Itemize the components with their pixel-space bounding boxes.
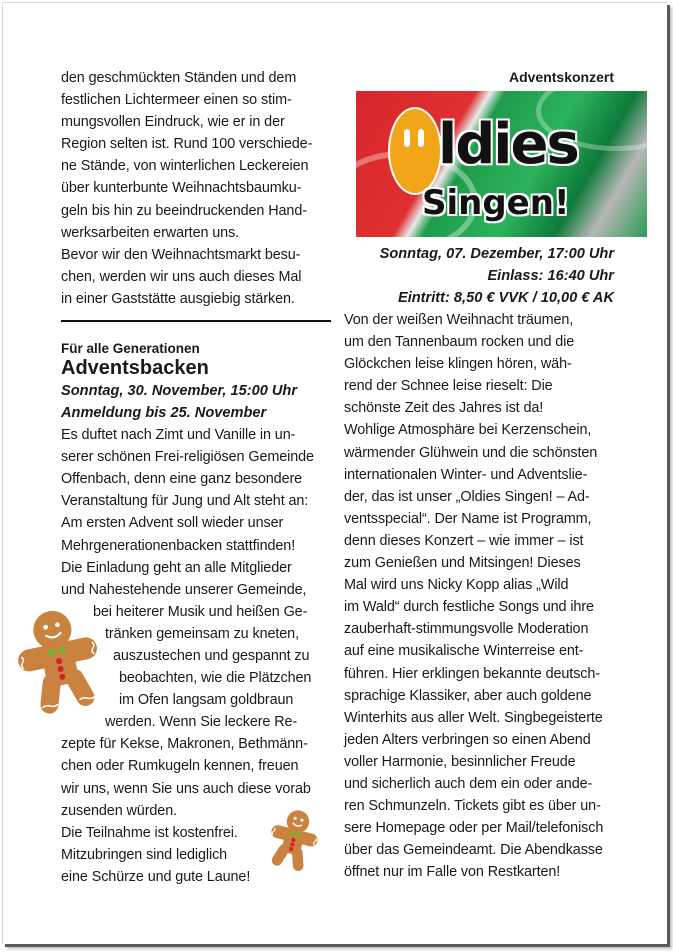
text-line: den geschmückten Ständen und dem: [61, 70, 297, 86]
oldies-singen-banner-image: [356, 91, 647, 237]
body-paragraph: [61, 424, 331, 601]
cookie-leg-left: [40, 673, 62, 715]
text-line: internationalen Winter- und Adventslie-: [344, 466, 588, 483]
text-line: auf eine musikalische Winterreise ent-: [344, 643, 584, 660]
text-line: eine Schürze und gute Laune!: [61, 868, 251, 885]
text-line: chen oder Rumkugeln kennen, freuen: [61, 758, 299, 775]
text-line: um den Tannenbaum rocken und die: [344, 334, 575, 351]
text-line: Mitzubringen sind lediglich: [61, 846, 228, 863]
text-line: über das Gemeindeamt. Die Abendkasse: [344, 842, 603, 859]
text-line: Mal wird uns Nicky Kopp alias „Wild: [344, 577, 569, 594]
text-line: Region selten ist. Rund 100 verschiede-: [61, 136, 313, 153]
banner-word-singen: Singen!: [422, 183, 570, 223]
text-line: jeden Alters verbringen so einen Abend: [344, 731, 591, 748]
right-column: [344, 67, 614, 883]
text-line: Offenbach, denn eine ganz besondere: [61, 471, 303, 488]
text-line: Die Teilnahme ist kostenfrei.: [61, 824, 238, 841]
smiley-o-letter: [388, 107, 442, 195]
text-line: Bevor wir den Weihnachtsmarkt besu-: [61, 246, 301, 263]
text-line: ne Stände, von winterlichen Leckereien: [61, 158, 309, 175]
text-line: zum Genießen und Mitsingen! Dieses: [344, 555, 581, 572]
text-line: wir uns, wenn Sie uns auch diese vorab: [61, 780, 311, 797]
text-line: über kunterbunte Weihnachtsbaumku-: [61, 180, 302, 197]
text-line: chen, werden wir uns auch dieses Mal: [61, 268, 302, 285]
text-line: rend der Schnee leise rieselt: Die: [344, 378, 553, 395]
section-divider: [61, 320, 331, 322]
concert-admission: Einlass: 16:40 Uhr: [487, 268, 614, 284]
text-line: ren Schmunzeln. Tickets gibt es über un-: [344, 798, 601, 815]
text-line: Von der weißen Weihnacht träumen,: [344, 312, 574, 328]
text-line: ventsspecial“. Der Name ist Programm,: [344, 510, 592, 527]
concert-heading: Adventskonzert: [508, 69, 614, 85]
intro-paragraph: [61, 67, 331, 310]
text-line: Glöckchen leise klingen hören, wäh-: [344, 356, 572, 373]
text-line: denn dieses Konzert – wie immer – ist: [344, 532, 584, 549]
gingerbread-man-icon: [11, 605, 109, 717]
text-line: wärmender Glühwein und die schönsten: [344, 444, 598, 461]
section-kicker: Für alle Generationen: [61, 341, 200, 357]
text-line: auszustechen und gespannt zu: [113, 647, 310, 664]
text-line: zepte für Kekse, Makronen, Bethmänn-: [61, 736, 308, 753]
section-title: Adventsbacken: [61, 357, 209, 380]
event-date: Sonntag, 30. November, 15:00 Uhr: [61, 383, 298, 400]
concert-date: Sonntag, 07. Dezember, 17:00 Uhr: [379, 246, 614, 262]
text-line: bei heiterer Musik und heißen Ge-: [93, 603, 308, 620]
text-line: serer schönen Frei-religiösen Gemeinde: [61, 449, 314, 466]
text-line: Veranstaltung für Jung und Alt steht an:: [61, 493, 309, 510]
text-line: Es duftet nach Zimt und Vanille in un-: [61, 427, 296, 444]
text-line: führen. Hier erklingen bekannte deutsch-: [344, 665, 600, 682]
closing-paragraph: [61, 822, 257, 888]
text-line: werksarbeiten erwarten uns.: [61, 224, 240, 241]
text-line: festlichen Lichtermeer einen so stim-: [61, 92, 292, 109]
text-line: Winterhits aus aller Welt. Singbegeisterte: [344, 709, 603, 726]
text-line: Am ersten Advent soll wieder unser: [61, 515, 284, 532]
text-line: sprachige Klassiker, aber auch goldene: [344, 687, 592, 704]
text-line: tränken gemeinsam zu kneten,: [105, 625, 299, 642]
text-line: voller Harmonie, besinnlicher Freude: [344, 753, 576, 770]
text-line: zauberhaft-stimmungsvolle Moderation: [344, 621, 589, 638]
text-line: der, das ist unser „Oldies Singen! – Ad-: [344, 488, 590, 505]
registration-deadline: Anmeldung bis 25. November: [61, 405, 267, 422]
small-gingerbread-man-icon: [263, 807, 325, 873]
text-line: beobachten, wie die Plätzchen: [119, 670, 312, 687]
concert-price: Eintritt: 8,50 € VVK / 10,00 € AK: [397, 290, 614, 306]
text-line: geln bis hin zu beeindruckenden Hand-: [61, 202, 307, 219]
text-line: schönste Zeit des Jahres ist da!: [344, 400, 544, 417]
text-line: werden. Wenn Sie leckere Re-: [105, 714, 298, 731]
document-page: [2, 2, 667, 944]
text-line: mungsvollen Eindruck, wie er in der: [61, 114, 285, 131]
concert-body: [344, 309, 614, 883]
text-line: Wohlige Atmosphäre bei Kerzenschein,: [344, 422, 592, 439]
text-line: im Wald“ durch festliche Songs und ihre: [344, 599, 594, 616]
text-line: im Ofen langsam goldbraun: [119, 692, 294, 709]
left-column: [61, 67, 331, 888]
banner-word-oldies: ldies: [438, 112, 578, 177]
text-line: und Nahestehende unserer Gemeinde,: [61, 581, 307, 598]
text-line: in einer Gaststätte ausgiebig stärken.: [61, 290, 295, 307]
text-line: Die Einladung geht an alle Mitglieder: [61, 559, 292, 576]
text-line: öffnet nur im Falle von Restkarten!: [344, 864, 561, 881]
text-line: Mehrgenerationenbacken stattfinden!: [61, 537, 296, 554]
text-line: zusenden würden.: [61, 802, 178, 819]
text-line: und sicherlich auch dem ein oder ande-: [344, 775, 593, 792]
text-line: sere Homepage oder per Mail/telefonisch: [344, 820, 604, 837]
